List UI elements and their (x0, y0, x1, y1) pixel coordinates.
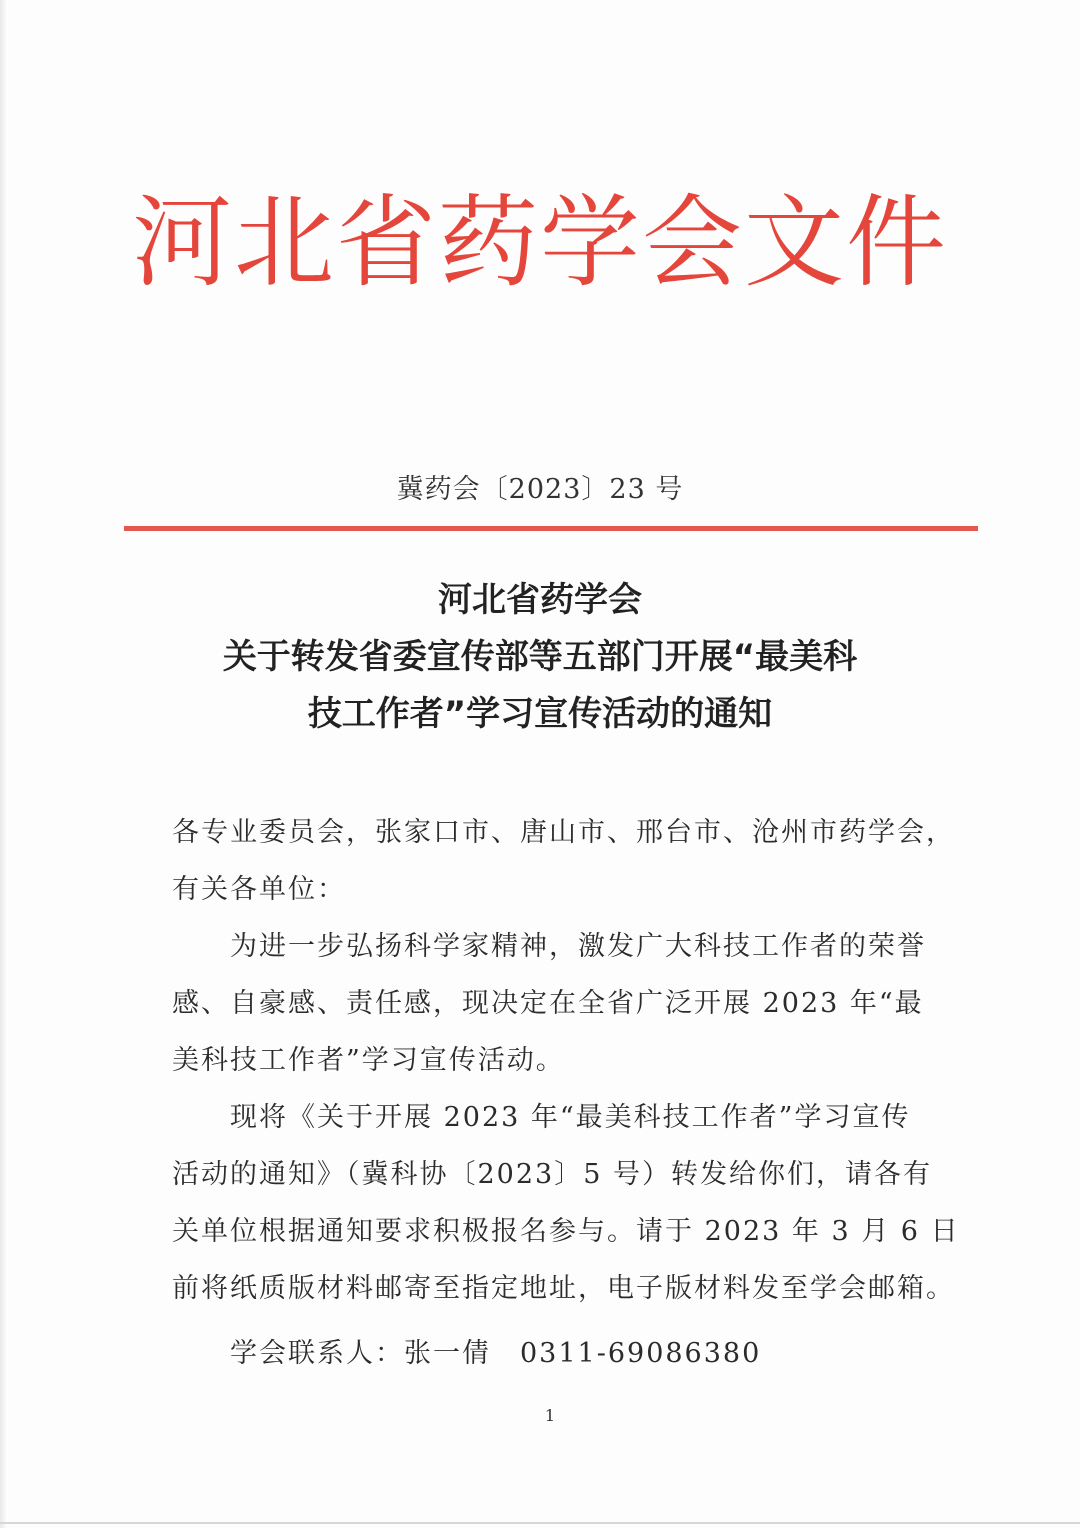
scan-edge (0, 0, 6, 1528)
paragraph-2-line-2: 活动的通知》（冀科协〔2023〕5 号）转发给你们，请各有 (172, 1159, 932, 1190)
contact-line: 学会联系人：张一倩 0311-69086380 (230, 1338, 762, 1369)
notice-title (120, 572, 960, 743)
paragraph-2-line-4: 前将纸质版材料邮寄至指定地址，电子版材料发至学会邮箱。 (172, 1273, 955, 1304)
page-number: 1 (544, 1406, 556, 1425)
title-line-2: 关于转发省委宣传部等五部门开展“最美科 (222, 637, 858, 677)
salutation-line-2: 有关各单位： (172, 874, 346, 905)
document-header-title: 河北省药学会文件 (132, 184, 948, 301)
paragraph-1-line-3: 美科技工作者”学习宣传活动。 (172, 1045, 565, 1076)
paragraph-2-line-3: 关单位根据通知要求积极报名参与。请于 2023 年 3 月 6 日 (172, 1216, 960, 1247)
title-line-1: 河北省药学会 (438, 580, 642, 620)
notice-body (172, 804, 960, 1382)
document-number: 冀药会〔2023〕23 号 (396, 474, 684, 505)
paragraph-1-line-1: 为进一步弘扬科学家精神，激发广大科技工作者的荣誉 (230, 931, 926, 962)
title-line-3: 技工作者”学习宣传活动的通知 (307, 694, 773, 734)
salutation-line-1: 各专业委员会，张家口市、唐山市、邢台市、沧州市药学会， (172, 817, 955, 848)
red-divider-line (124, 526, 978, 531)
paragraph-2-line-1: 现将《关于开展 2023 年“最美科技工作者”学习宣传 (230, 1102, 911, 1133)
scan-bottom-edge (0, 1522, 1080, 1524)
paragraph-1-line-2: 感、自豪感、责任感，现决定在全省广泛开展 2023 年“最 (172, 988, 924, 1019)
